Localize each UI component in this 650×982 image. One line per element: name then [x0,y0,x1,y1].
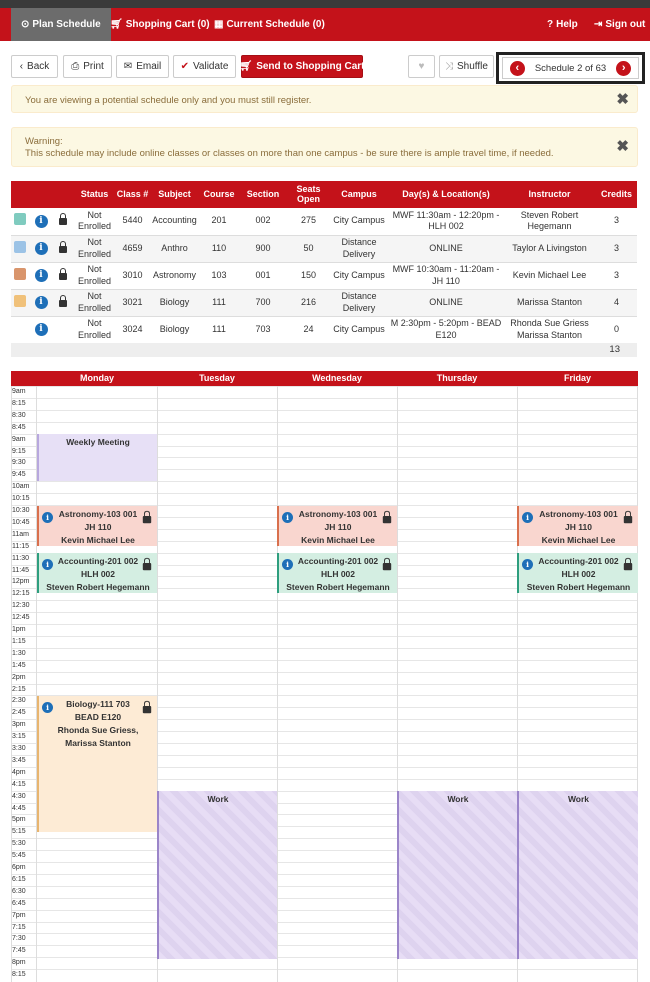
shuffle-button[interactable]: ⤨ Shuffle [439,55,494,78]
course-cell: 110 [200,235,238,262]
day-header: Tuesday [199,373,235,383]
navbar [0,8,650,41]
time-label: 1:45 [12,661,26,669]
campus-cell: City Campus [329,262,389,289]
time-label: 2:15 [12,685,26,693]
class-number-cell: 3010 [116,262,149,289]
class-number-cell: 3021 [116,289,149,316]
time-label: 8:30 [12,411,26,419]
info-icon[interactable]: i [35,296,48,309]
astronomy-block[interactable]: i Astronomy-103 001 JH 110 Kevin Michael Lee [517,506,638,546]
class-number-cell: 5440 [116,208,149,235]
time-label: 4:15 [12,780,26,788]
day-header: Wednesday [312,373,362,383]
day-header: Thursday [436,373,478,383]
class-number-cell: 3024 [116,316,149,343]
warning-alert [11,127,638,167]
seats-cell: 50 [288,235,329,262]
calendar-header [11,371,638,386]
accounting-block[interactable]: i Accounting-201 002 HLH 002 Steven Robert Hegemann [517,553,638,593]
astronomy-block[interactable]: i Astronomy-103 001 JH 110 Kevin Michael Lee [277,506,397,546]
column-header: Campus [329,181,389,208]
column-header: Subject [149,181,200,208]
accounting-block[interactable]: i Accounting-201 002 HLH 002 Steven Robert Hegemann [277,553,397,593]
column-header: Instructor [503,181,596,208]
days-cell: ONLINE [389,289,503,316]
class-table [11,181,637,344]
cart-icon: 🛒︎ [110,19,123,30]
time-label: 5:45 [12,852,26,860]
info-icon[interactable]: i [522,512,533,523]
weekly-meeting-block[interactable]: Weekly Meeting [37,434,157,481]
favorite-button[interactable] [408,55,435,78]
time-label: 7:30 [12,935,26,943]
chevron-left-icon: ‹ [19,61,24,72]
course-cell: 111 [200,289,238,316]
lock-icon[interactable] [382,511,393,524]
time-label: 12:15 [12,590,30,598]
class-number-cell: 4659 [116,235,149,262]
nav-current-schedule[interactable]: ▦ Current Schedule (0) [214,8,325,41]
time-label: 4:45 [12,804,26,812]
status-cell: Not Enrolled [73,316,116,343]
time-label: 3:30 [12,745,26,752]
section-cell: 900 [238,235,288,262]
time-label: 8:45 [12,423,26,431]
subject-cell: Anthro [149,235,200,262]
email-button[interactable]: ✉ Email [116,55,169,78]
time-gridline [11,600,638,601]
section-cell: 700 [238,289,288,316]
check-icon: ✔ [180,61,189,72]
credits-cell: 3 [596,235,637,262]
time-label: 6pm [12,864,26,871]
cart-icon: 🛒︎ [239,61,253,72]
work-block[interactable]: Work [397,791,517,959]
time-label: 6:30 [12,887,26,895]
previous-schedule-icon[interactable]: ‹ [510,61,525,76]
lock-icon[interactable] [623,511,634,524]
schedule-navigator [496,52,645,84]
time-label: 5:15 [12,828,26,836]
seats-cell: 275 [288,208,329,235]
table-row [11,208,637,235]
instructor-cell: Taylor A Livingston [503,235,596,262]
time-label: 1pm [12,626,26,633]
lock-icon[interactable] [58,241,68,253]
info-icon[interactable]: i [35,215,48,228]
column-header: Credits [596,181,637,208]
time-label: 3:45 [12,756,26,764]
section-cell: 703 [238,316,288,343]
time-label: 6:15 [12,875,26,883]
info-icon[interactable]: i [35,323,48,336]
time-label: 11am [12,530,29,538]
color-swatch [14,213,26,225]
work-block[interactable]: Work [157,791,277,959]
accounting-block[interactable]: i Accounting-201 002 HLH 002 Steven Robert Hegemann [37,553,157,593]
course-cell: 111 [200,316,238,343]
time-label: 5pm [12,816,26,824]
days-cell: MWF 11:30am - 12:20pm - HLH 002 [389,208,503,235]
time-label: 7:15 [12,923,26,931]
time-label: 8:15 [12,399,26,407]
info-icon[interactable]: i [42,702,53,713]
time-label: 12:45 [12,614,30,622]
info-icon[interactable]: i [42,559,53,570]
subject-cell: Accounting [149,208,200,235]
heart-icon: ♥ [418,61,425,72]
status-cell: Not Enrolled [73,289,116,316]
nav-plan-schedule[interactable]: ⊙ Plan Schedule [11,8,111,41]
time-label: 8pm [12,959,26,967]
lock-icon[interactable] [382,558,393,571]
color-swatch [14,241,26,253]
time-label: 5:30 [12,840,26,848]
time-label: 4:30 [12,792,26,800]
course-cell: 103 [200,262,238,289]
table-row [11,235,637,262]
lock-icon[interactable] [142,511,153,524]
info-icon[interactable]: i [42,512,53,523]
instructor-cell: Steven Robert Hegemann [503,208,596,235]
calendar-icon: ▦ [214,19,224,30]
day-header: Monday [79,373,114,383]
time-label: 10:30 [12,507,30,514]
day-divider [11,386,12,982]
validate-button[interactable]: ✔ Validate [173,55,236,78]
print-icon: ⎙ [71,61,80,72]
column-header: Section [238,181,288,208]
column-header: Class # [116,181,149,208]
days-cell: M 2:30pm - 5:20pm - BEAD E120 [389,316,503,343]
print-button[interactable]: ⎙ Print [63,55,112,78]
warning-title: Warning: [25,136,63,147]
column-header: Course [200,181,238,208]
close-icon[interactable]: ✖ [616,138,629,155]
sign-out-icon: ⇥ [594,19,603,30]
time-label: 1:15 [12,637,26,645]
time-label: 10am [12,483,30,491]
time-label: 10:45 [12,518,30,526]
time-gridline [11,398,638,399]
time-gridline [11,648,638,649]
seats-cell: 150 [288,262,329,289]
weekly-calendar [11,371,638,982]
time-label: 2:30 [12,697,26,705]
biology-block[interactable]: i Biology-111 703 BEAD E120 Rhonda Sue Griess, Marissa Stanton [37,696,157,832]
section-cell: 002 [238,208,288,235]
time-gridline [11,684,638,685]
total-credits: 13 [11,343,637,357]
lock-icon[interactable] [58,295,68,307]
table-row [11,316,637,343]
info-icon[interactable]: i [282,512,293,523]
instructor-cell: Kevin Michael Lee [503,262,596,289]
time-label: 3pm [12,721,26,729]
credits-cell: 3 [596,208,637,235]
time-label: 2pm [12,673,26,681]
time-label: 9:45 [12,471,26,479]
time-label: 8:15 [12,971,26,979]
campus-cell: City Campus [329,316,389,343]
info-icon[interactable]: i [35,269,48,282]
time-label: 3:15 [12,733,26,741]
astronomy-block[interactable]: i Astronomy-103 001 JH 110 Kevin Michael Lee [37,506,157,546]
table-header-row [11,181,637,208]
campus-cell: City Campus [329,208,389,235]
time-gridline [11,612,638,613]
top-bar [0,0,650,8]
color-swatch [14,295,26,307]
time-label: 9:15 [12,447,26,455]
day-divider [277,386,278,982]
potential-schedule-alert [11,85,638,113]
close-icon[interactable]: ✖ [616,91,629,108]
time-label: 10:15 [12,495,30,503]
time-label: 7pm [12,911,26,919]
days-cell: MWF 10:30am - 11:20am - JH 110 [389,262,503,289]
status-cell: Not Enrolled [73,262,116,289]
time-label: 11:30 [12,554,29,562]
subject-cell: Biology [149,316,200,343]
time-label: 6:45 [12,899,26,907]
instructor-cell: Marissa Stanton [503,289,596,316]
info-icon[interactable]: i [35,242,48,255]
back-button[interactable]: ‹ Back [11,55,58,78]
info-icon[interactable]: i [282,559,293,570]
warning-text: This schedule may include online classes or classes on more than one campus - be sure there is ample travel time, if needed. [25,148,554,159]
time-gridline [11,660,638,661]
campus-cell: Distance Delivery [329,235,389,262]
column-header: Seats Open [288,181,329,208]
lock-icon[interactable] [142,701,153,714]
nav-sign-out[interactable]: ⇥ Sign out [594,8,645,41]
info-icon[interactable]: i [522,559,533,570]
credits-cell: 3 [596,262,637,289]
next-schedule-icon[interactable]: › [616,61,631,76]
time-gridline [11,672,638,673]
time-gridline [11,410,638,411]
time-label: 4pm [12,768,26,776]
column-header: Day(s) & Location(s) [389,181,503,208]
time-gridline [11,624,638,625]
instructor-cell: Rhonda Sue Griess Marissa Stanton [503,316,596,343]
time-gridline [11,969,638,970]
status-cell: Not Enrolled [73,208,116,235]
send-to-cart-button[interactable]: 🛒︎ Send to Shopping Cart [241,55,363,78]
subject-cell: Biology [149,289,200,316]
time-gridline [11,386,638,387]
time-gridline [11,481,638,482]
schedule-counter: Schedule 2 of 63 [534,62,607,74]
time-label: 11:45 [12,566,29,574]
help-icon: ? [547,19,554,30]
status-cell: Not Enrolled [73,235,116,262]
time-gridline [11,422,638,423]
color-swatch [14,268,26,280]
time-gridline [11,636,638,637]
time-label: 12pm [12,578,30,586]
days-cell: ONLINE [389,235,503,262]
time-label: 9am [12,435,26,443]
time-label: 12:30 [12,602,30,610]
shuffle-icon: ⤨ [445,61,454,72]
section-cell: 001 [238,262,288,289]
time-label: 9am [12,388,26,395]
envelope-icon: ✉ [123,61,133,72]
seats-cell: 24 [288,316,329,343]
work-block[interactable]: Work [517,791,638,959]
nav-shopping-cart[interactable]: 🛒︎ Shopping Cart (0) [110,8,210,41]
lock-icon[interactable] [142,558,153,571]
day-header: Friday [563,373,591,383]
table-row [11,289,637,316]
lock-icon[interactable] [623,558,634,571]
credits-cell: 4 [596,289,637,316]
time-gridline [11,493,638,494]
time-label: 1:30 [12,649,26,657]
alert-text: You are viewing a potential schedule only and you must still register. [25,95,312,106]
credits-cell: 0 [596,316,637,343]
table-row [11,262,637,289]
column-header: Status [73,181,116,208]
lock-icon[interactable] [58,268,68,280]
subject-cell: Astronomy [149,262,200,289]
lock-icon[interactable] [58,213,68,225]
time-label: 9:30 [12,459,26,467]
time-label: 2:45 [12,709,26,717]
time-label: 11:15 [12,542,29,550]
clock-icon: ⊙ [21,19,30,30]
seats-cell: 216 [288,289,329,316]
nav-help[interactable]: ? Help [547,8,578,41]
time-label: 7:45 [12,947,26,955]
course-cell: 201 [200,208,238,235]
campus-cell: Distance Delivery [329,289,389,316]
